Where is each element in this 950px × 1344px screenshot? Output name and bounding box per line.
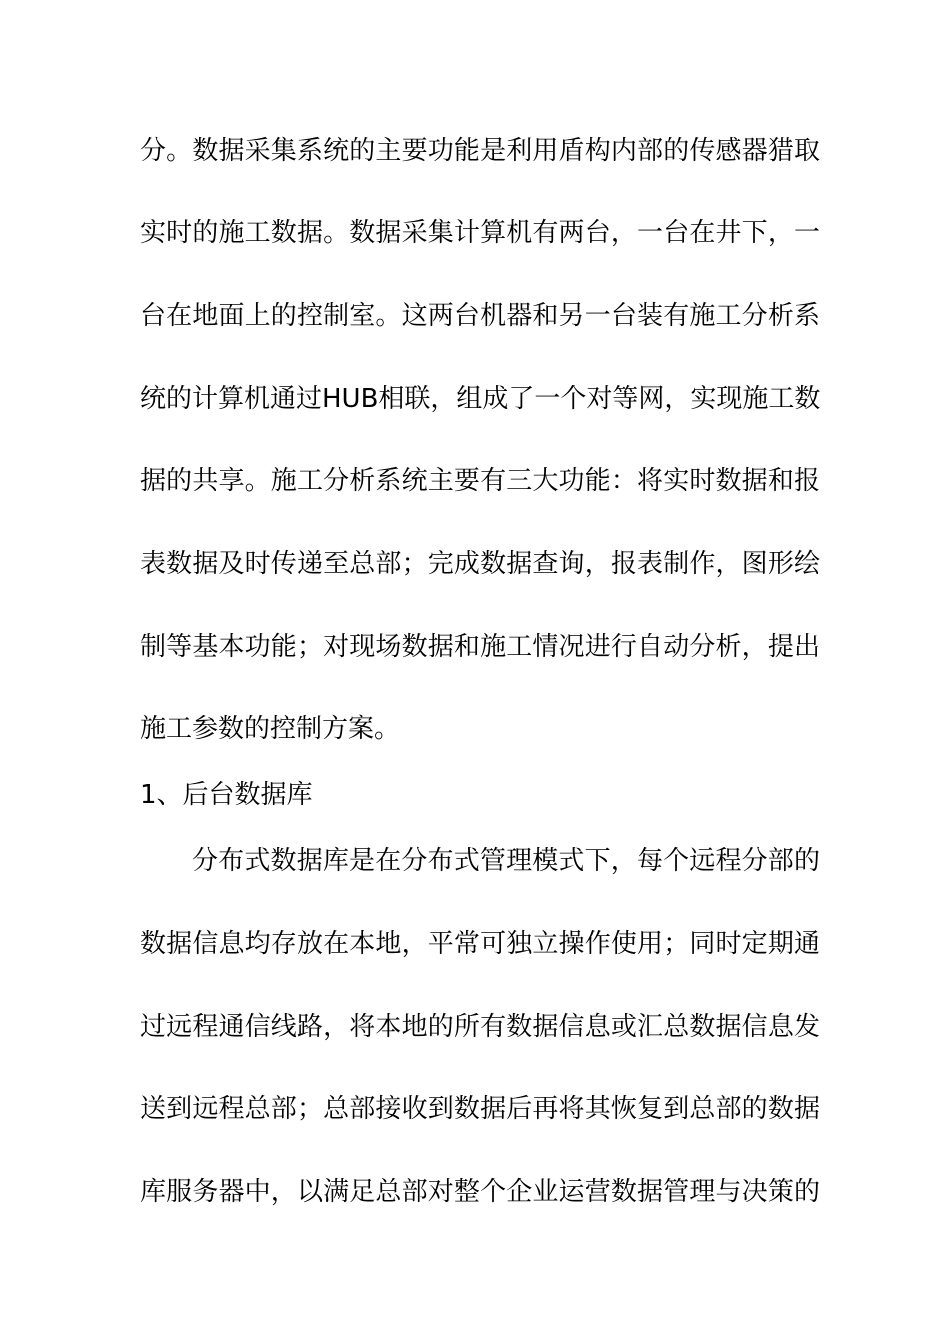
paragraph-2-line-1: 分布式数据库是在分布式管理模式下，每个远程分部的: [192, 846, 820, 876]
paragraph-1-line-1: 分。数据采集系统的主要功能是利用盾构内部的传感器猎取: [140, 136, 820, 166]
section-heading: 1、后台数据库: [140, 780, 313, 810]
paragraph-1-line-8: 施工参数的控制方案。: [140, 714, 401, 744]
paragraph-1-line-6: 表数据及时传递至总部；完成数据查询，报表制作，图形绘: [140, 549, 820, 579]
paragraph-2-line-4: 送到远程总部；总部接收到数据后再将其恢复到总部的数据: [140, 1094, 820, 1124]
paragraph-2-line-3: 过远程通信线路，将本地的所有数据信息或汇总数据信息发: [140, 1012, 820, 1042]
paragraph-1-line-2: 实时的施工数据。数据采集计算机有两台，一台在井下，一: [140, 218, 820, 248]
paragraph-1-line-7: 制等基本功能；对现场数据和施工情况进行自动分析，提出: [140, 632, 820, 662]
paragraph-2-line-2: 数据信息均存放在本地，平常可独立操作使用；同时定期通: [140, 929, 820, 959]
paragraph-2-line-5: 库服务器中，以满足总部对整个企业运营数据管理与决策的: [140, 1177, 820, 1207]
paragraph-1-line-5: 据的共享。施工分析系统主要有三大功能：将实时数据和报: [140, 466, 820, 496]
paragraph-1-line-3: 台在地面上的控制室。这两台机器和另一台装有施工分析系: [140, 301, 820, 331]
paragraph-1-line-4: 统的计算机通过HUB相联，组成了一个对等网，实现施工数: [140, 384, 821, 414]
